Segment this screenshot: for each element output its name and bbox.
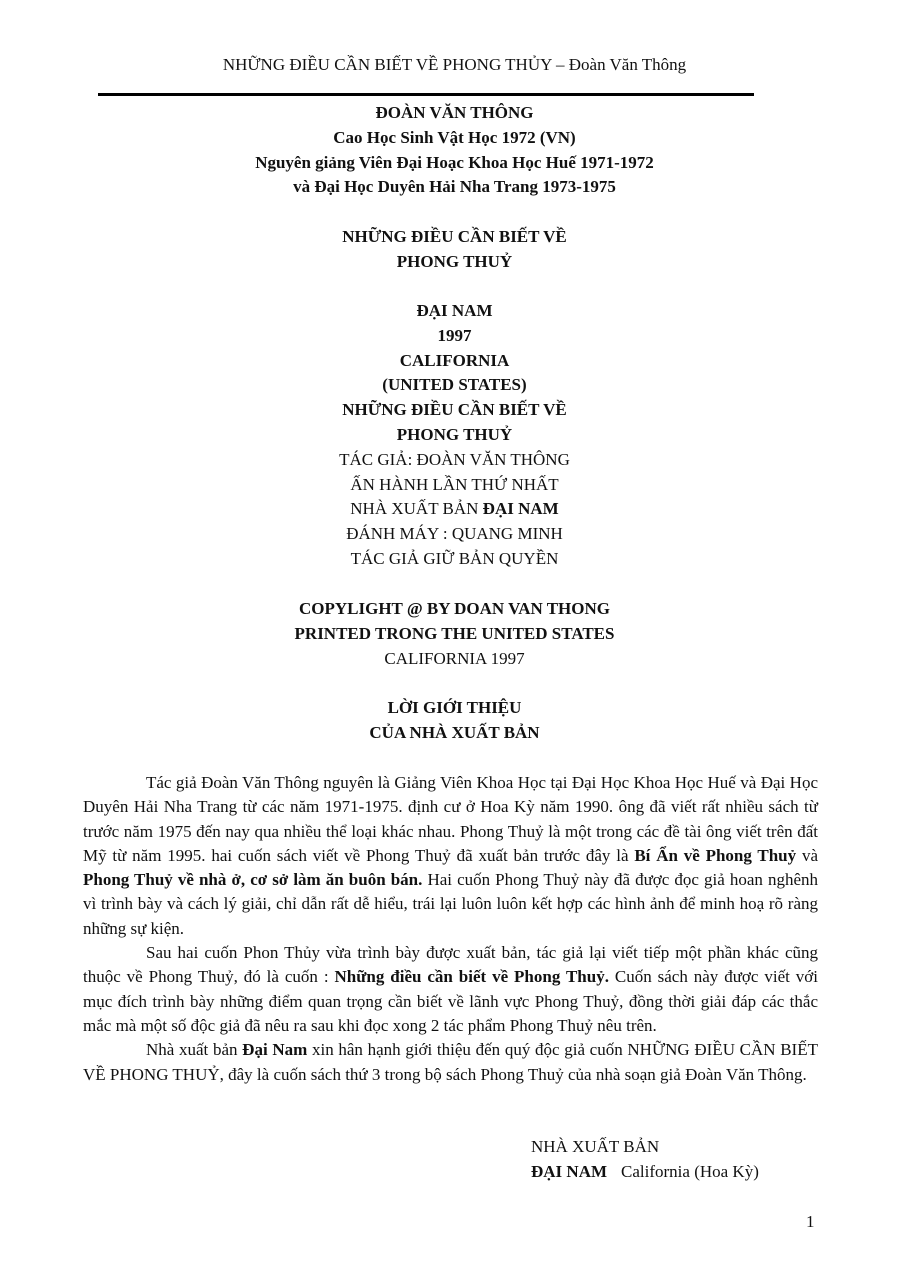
paragraph-2: Sau hai cuốn Phon Thủy vừa trình bày được xuất bản, tác giả lại viết tiếp một phần khác cũng thuộc về Phong Thuỷ, đó là cuốn : Những điều cần biết về Phong Thuỷ. Cuốn sách này được viết với mục đích trình bày những điểm quan trọng cần biết về lãnh vực Phong Thuỷ, đồng thời giải đáp các thắc mắc mà một số độc giả đã nêu ra sau khi đọc xong 2 tác phẩm Phong Thuỷ nêu trên.: [83, 943, 818, 1035]
intro-heading-line-2: CỦA NHÀ XUẤT BẢN: [369, 722, 540, 742]
copyright-line-3: CALIFORNIA 1997: [384, 648, 525, 668]
author-credential-1: Cao Học Sinh Vật Học 1972 (VN): [333, 127, 576, 147]
typist-line: ĐÁNH MÁY : QUANG MINH: [346, 524, 563, 544]
signoff-line-2: [531, 1159, 759, 1184]
publisher-name: ĐẠI NAM: [416, 301, 493, 320]
publication-block: [0, 299, 909, 572]
signoff-location: California (Hoa Kỳ): [621, 1162, 759, 1181]
book-title-1: Bí Ẩn về Phong Thuỷ: [634, 845, 797, 865]
publication-title-line-1: NHỮNG ĐIỀU CẦN BIẾT VỀ: [342, 400, 567, 420]
intro-body: [83, 771, 818, 1087]
book-title-3: Những điều cần biết về Phong Thuỷ.: [334, 967, 609, 987]
book-title-block: [0, 225, 909, 275]
publication-title-line-2: PHONG THUỶ: [396, 424, 513, 444]
publication-country: (UNITED STATES): [382, 375, 527, 395]
book-title-line-1: NHỮNG ĐIỀU CẦN BIẾT VỀ: [342, 227, 567, 246]
author-credential-3: và Đại Học Duyên Hải Nha Trang 1973-1975: [293, 177, 616, 197]
rights-line: TÁC GIẢ GIỮ BẢN QUYỀN: [350, 548, 559, 568]
signoff-publisher: ĐẠI NAM: [531, 1162, 608, 1181]
header-rule: [98, 93, 754, 96]
publication-year: 1997: [437, 325, 472, 345]
author-block: [0, 101, 909, 200]
author-name: ĐOÀN VĂN THÔNG: [375, 103, 534, 122]
signoff: [531, 1134, 759, 1184]
intro-heading: [0, 696, 909, 746]
paragraph-3: Nhà xuất bản Đại Nam xin hân hạnh giới thiệu đến quý độc giả cuốn NHỮNG ĐIỀU CẦN BIẾT VỀ PHONG THUỶ, đây là cuốn sách thứ 3 trong bộ sách Phong Thuỷ của nhà soạn giả Đoàn Văn Thông.: [83, 1040, 818, 1084]
edition-line: ẤN HÀNH LẦN THỨ NHẤT: [350, 474, 559, 494]
signoff-line-1: NHÀ XUẤT BẢN: [531, 1137, 660, 1156]
author-credential-2: Nguyên giảng Viên Đại Hoạc Khoa Học Huế 1971-1972: [255, 152, 654, 172]
publisher-line-name: ĐẠI NAM: [482, 499, 559, 519]
intro-heading-line-1: LỜI GIỚI THIỆU: [387, 698, 522, 717]
page-number: 1: [806, 1212, 815, 1231]
publisher-line: [0, 497, 909, 522]
author-line: TÁC GIẢ: ĐOÀN VĂN THÔNG: [339, 449, 570, 469]
publisher-emphasis: Đại Nam: [242, 1040, 308, 1060]
copyright-line-1: COPYLIGHT @ BY DOAN VAN THONG: [298, 599, 610, 618]
publisher-prefix: NHÀ XUẤT BẢN: [350, 499, 483, 519]
copyright-line-2: PRINTED TRONG THE UNITED STATES: [294, 623, 615, 643]
copyright-block: [0, 597, 909, 671]
paragraph-1: Tác giả Đoàn Văn Thông nguyên là Giảng Viên Khoa Học tại Đại Học Khoa Học Huế và Đại Học Duyên Hải Nha Trang từ các năm 1971-1975. định cư ở Hoa Kỳ năm 1990. ông đã viết rất nhiều sách từ trước năm 1975 đến nay qua nhiều thể loại khác nhau. Phong Thuỷ là một trong các đề tài ông viết trên đất Mỹ từ năm 1995. hai cuốn sách viết về Phong Thuỷ đã xuất bản trước đây là Bí Ẩn về Phong Thuỷ và Phong Thuỷ về nhà ở, cơ sở làm ăn buôn bán. Hai cuốn Phong Thuỷ này đã được đọc giả hoan nghênh vì trình bày và cách lý giải, chỉ dẫn rất dễ hiểu, trái lại luôn luôn kết hợp các hình ảnh để minh hoạ rõ ràng những sự kiện.: [83, 773, 819, 938]
publication-state: CALIFORNIA: [399, 350, 510, 370]
book-title-line-2: PHONG THUỶ: [396, 251, 513, 271]
running-header: NHỮNG ĐIỀU CẦN BIẾT VỀ PHONG THỦY – Đoàn Văn Thông: [222, 55, 687, 74]
book-title-2: Phong Thuỷ về nhà ở, cơ sở làm ăn buôn bán.: [83, 870, 423, 890]
